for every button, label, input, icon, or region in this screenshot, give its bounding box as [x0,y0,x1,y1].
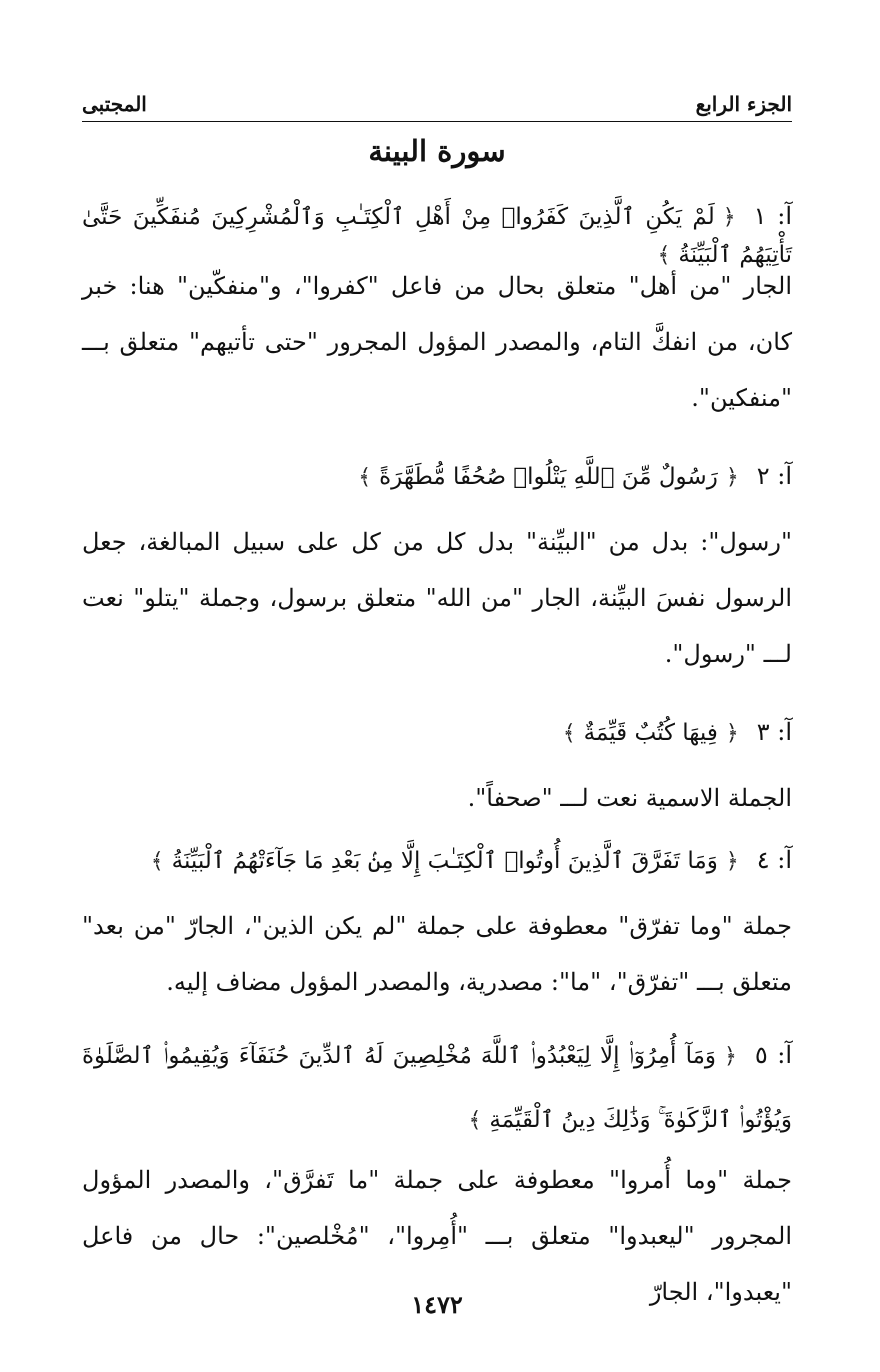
commentary-paragraph-2: "رسول": بدل من "البيِّنة" بدل كل من كل على سبيل المبالغة، جعل الرسول نفسَ البيِّنة، الجار "من الله" متعلق برسول، وجملة "يتلو" نعت لـــ "رسول". [82,528,792,668]
commentary-paragraph-4: جملة "وما تفرّق" معطوفة على جملة "لم يكن الذين"، الجارّ "من بعد" متعلق بـــ "تفرّق"، "ما": مصدرية، والمصدر المؤول مضاف إليه. [82,912,792,996]
verse-text: وَمَآ أُمِرُوٓا۟ إِلَّا لِيَعْبُدُوا۟ ٱللَّهَ مُخْلِصِينَ لَهُ ٱلدِّينَ حُنَفَآءَ وَيُقِيمُوا۟ ٱلصَّلَوٰةَ وَيُؤْتُوا۟ ٱلزَّكَوٰةَ ۚ وَذَٰلِكَ دِينُ ٱلْقَيِّمَةِ [82,1043,792,1133]
verse-text: لَمْ يَكُنِ ٱلَّذِينَ كَفَرُوا۟ مِنْ أَهْلِ ٱلْكِتَـٰبِ وَٱلْمُشْرِكِينَ مُنفَكِّينَ حَتَّىٰ تَأْتِيَهُمُ ٱلْبَيِّنَةُ [82,204,792,268]
verse-ornament-close: ﴾ [657,243,671,268]
verse-ornament-close: ﴾ [358,465,372,490]
commentary-paragraph-3: الجملة الاسمية نعت لـــ "صحفاً". [467,784,792,812]
commentary-paragraph-5: جملة "وما أُمروا" معطوفة على جملة "ما تَفرَّق"، والمصدر المؤول المجرور "ليعبدوا" متعلق بـــ "أُمِروا"، "مُخْلصين": حال من فاعل "يعبدوا"، الجارّ [82,1166,792,1306]
page-number: ١٤٧٢ [411,1290,463,1319]
verse-4 [82,842,792,880]
surah-title: سورة البينة [368,134,506,168]
commentary-paragraph-1: الجار "من أهل" متعلق بحال من فاعل "كفروا"، و"منفكّين" هنا: خبر كان، من انفكَّ التام، والمصدر المؤول المجرور "حتى تأتيهم" متعلق بـــ "منفكين". [82,272,792,412]
verse-text: فِيهَا كُتُبٌ قَيِّمَةٌ [583,720,718,746]
verse-ornament-close: ﴾ [562,721,576,746]
verse-number: آ: ٥ [754,1041,792,1069]
verse-text: رَسُولٌ مِّنَ ٱللَّهِ يَتْلُوا۟ صُحُفًا مُّطَهَّرَةً [379,464,718,490]
verse-number: آ: ٢ [756,462,792,490]
verse-ornament-open: ﴿ [724,1044,737,1069]
verse-2 [82,458,792,496]
verse-text: وَمَا تَفَرَّقَ ٱلَّذِينَ أُوتُوا۟ ٱلْكِتَـٰبَ إِلَّا مِنۢ بَعْدِ مَا جَآءَتْهُمُ ٱلْبَيِّنَةُ [171,848,718,874]
verse-3 [82,714,792,752]
verse-ornament-close: ﴾ [468,1108,482,1133]
verse-number: آ: ١ [753,202,792,230]
verse-ornament-open: ﴿ [722,205,736,230]
verse-number: آ: ٤ [756,846,792,874]
verse-ornament-open: ﴿ [725,721,739,746]
verse-ornament-open: ﴿ [725,465,739,490]
header-divider [82,121,792,122]
verse-5 [82,1024,792,1152]
verse-number: آ: ٣ [756,718,792,746]
running-header [82,88,792,122]
verse-ornament-close: ﴾ [150,849,164,874]
header-book-title: المجتبى [82,92,147,116]
verse-ornament-open: ﴿ [725,849,739,874]
header-part-label: الجزء الرابع [695,92,792,116]
